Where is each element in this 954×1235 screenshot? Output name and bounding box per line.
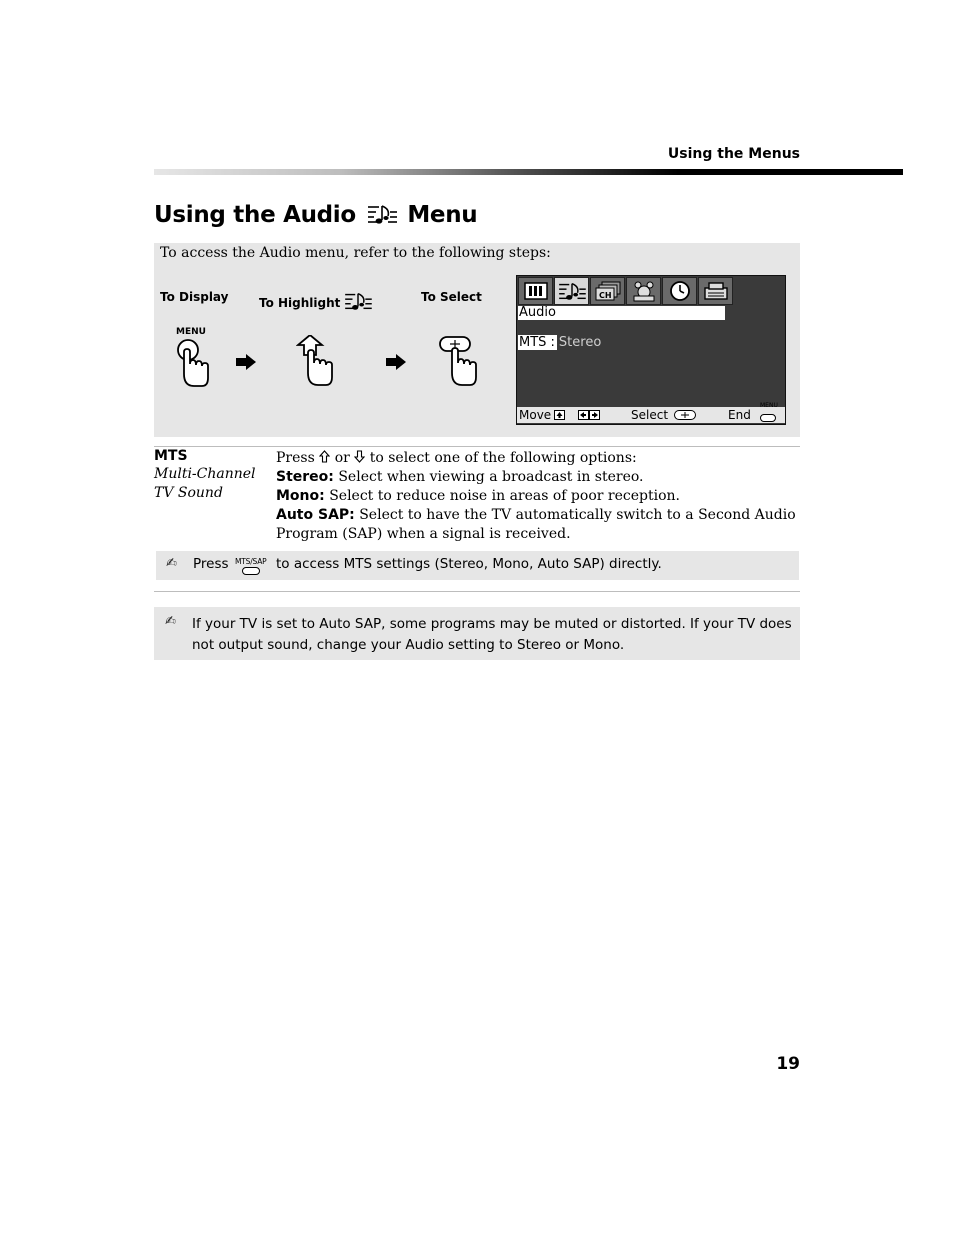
mts-intro-or: or: [334, 450, 350, 466]
tv-mts-setting[interactable]: [518, 336, 601, 350]
tv-footer-move: Move: [519, 408, 552, 422]
page-title: [154, 202, 477, 228]
hand-press-up-icon: [296, 335, 336, 387]
channel-icon: [590, 277, 625, 305]
tv-menu-icons: [518, 277, 734, 305]
svg-text:CH: CH: [598, 291, 612, 300]
mts-intro-rest: to select one of the following options:: [369, 450, 637, 466]
to-display-label: To Display: [160, 290, 229, 304]
up-arrow-key-icon: [554, 410, 565, 420]
header-rule: [154, 169, 903, 175]
to-highlight-text: To Highlight: [259, 296, 341, 310]
mts-intro-press: Press: [276, 450, 315, 466]
note2-text: If your TV is set to Auto SAP, some programs may be muted or distorted. If your TV does not output sound, change your Audio setting to Stereo or Mono.: [192, 616, 792, 653]
option-auto-sap: [276, 506, 796, 544]
mts-description: [276, 449, 796, 544]
page-number: 19: [776, 1054, 800, 1074]
mts-sap-button-icon: [242, 567, 260, 575]
mts-subtitle-line1: Multi-Channel: [154, 466, 256, 482]
option-mono-label: Mono:: [276, 488, 325, 504]
steps-panel: [154, 243, 800, 437]
tv-menu-title: Audio: [518, 306, 725, 320]
up-arrow-outline-icon: [319, 450, 330, 463]
menu-button-label: MENU: [176, 327, 206, 337]
arrow-right-icon: [236, 354, 256, 370]
page-title-start: Using the Audio: [154, 202, 356, 228]
option-auto-sap-label: Auto SAP:: [276, 507, 355, 523]
audio-music-icon: [366, 202, 398, 226]
note-pencil-icon: ✍: [166, 556, 177, 571]
tv-footer-menu-key: MENU: [760, 402, 778, 409]
audio-icon: [554, 277, 589, 305]
select-key-icon: [674, 410, 696, 420]
option-stereo-label: Stereo:: [276, 469, 334, 485]
section-rule: [154, 446, 800, 447]
left-right-arrow-key-icon: [578, 410, 600, 420]
to-select-label: To Select: [421, 290, 482, 304]
tv-mts-value: Stereo: [558, 335, 602, 350]
timer-icon: [662, 277, 697, 305]
video-icon: [518, 277, 553, 305]
mts-intro: [276, 449, 796, 468]
tv-mts-label: MTS :: [519, 335, 555, 350]
mts-term: MTS: [154, 448, 188, 464]
section-rule: [154, 591, 800, 592]
running-header: Using the Menus: [667, 146, 800, 162]
audio-music-icon: [343, 290, 373, 312]
down-arrow-outline-icon: [354, 450, 365, 463]
tv-footer-end: End: [728, 408, 751, 422]
mts-subtitle-line2: TV Sound: [154, 485, 223, 501]
mts-subtitle: [154, 465, 274, 503]
setup-icon: [698, 277, 733, 305]
option-stereo: [276, 468, 796, 487]
note1-text: to access MTS settings (Stereo, Mono, Auto SAP) directly.: [276, 556, 662, 572]
tv-screen: [516, 275, 786, 425]
note-mts-sap: [156, 551, 799, 580]
hand-press-menu-icon: [174, 338, 214, 388]
parent-icon: [626, 277, 661, 305]
mts-sap-button-label: MTS/SAP: [235, 557, 267, 566]
note1-press: Press: [193, 556, 229, 572]
steps-intro: To access the Audio menu, refer to the following steps:: [160, 245, 551, 261]
note-pencil-icon: ✍: [165, 614, 176, 629]
option-mono: [276, 487, 796, 506]
page-title-end: Menu: [407, 202, 478, 228]
menu-button-graphic: [176, 327, 216, 337]
note-auto-sap: [154, 607, 800, 660]
menu-key-icon: [760, 414, 776, 422]
tv-footer: [517, 402, 785, 423]
hand-press-select-icon: [438, 335, 480, 387]
option-stereo-text: Select when viewing a broadcast in stereo.: [338, 469, 644, 485]
option-auto-sap-text: Select to have the TV automatically switch to a Second Audio Program (SAP) when a signal is received.: [276, 507, 796, 542]
tv-footer-select: Select: [631, 408, 669, 422]
to-highlight-label: [259, 290, 373, 312]
option-mono-text: Select to reduce noise in areas of poor reception.: [329, 488, 680, 504]
arrow-right-icon: [386, 354, 406, 370]
